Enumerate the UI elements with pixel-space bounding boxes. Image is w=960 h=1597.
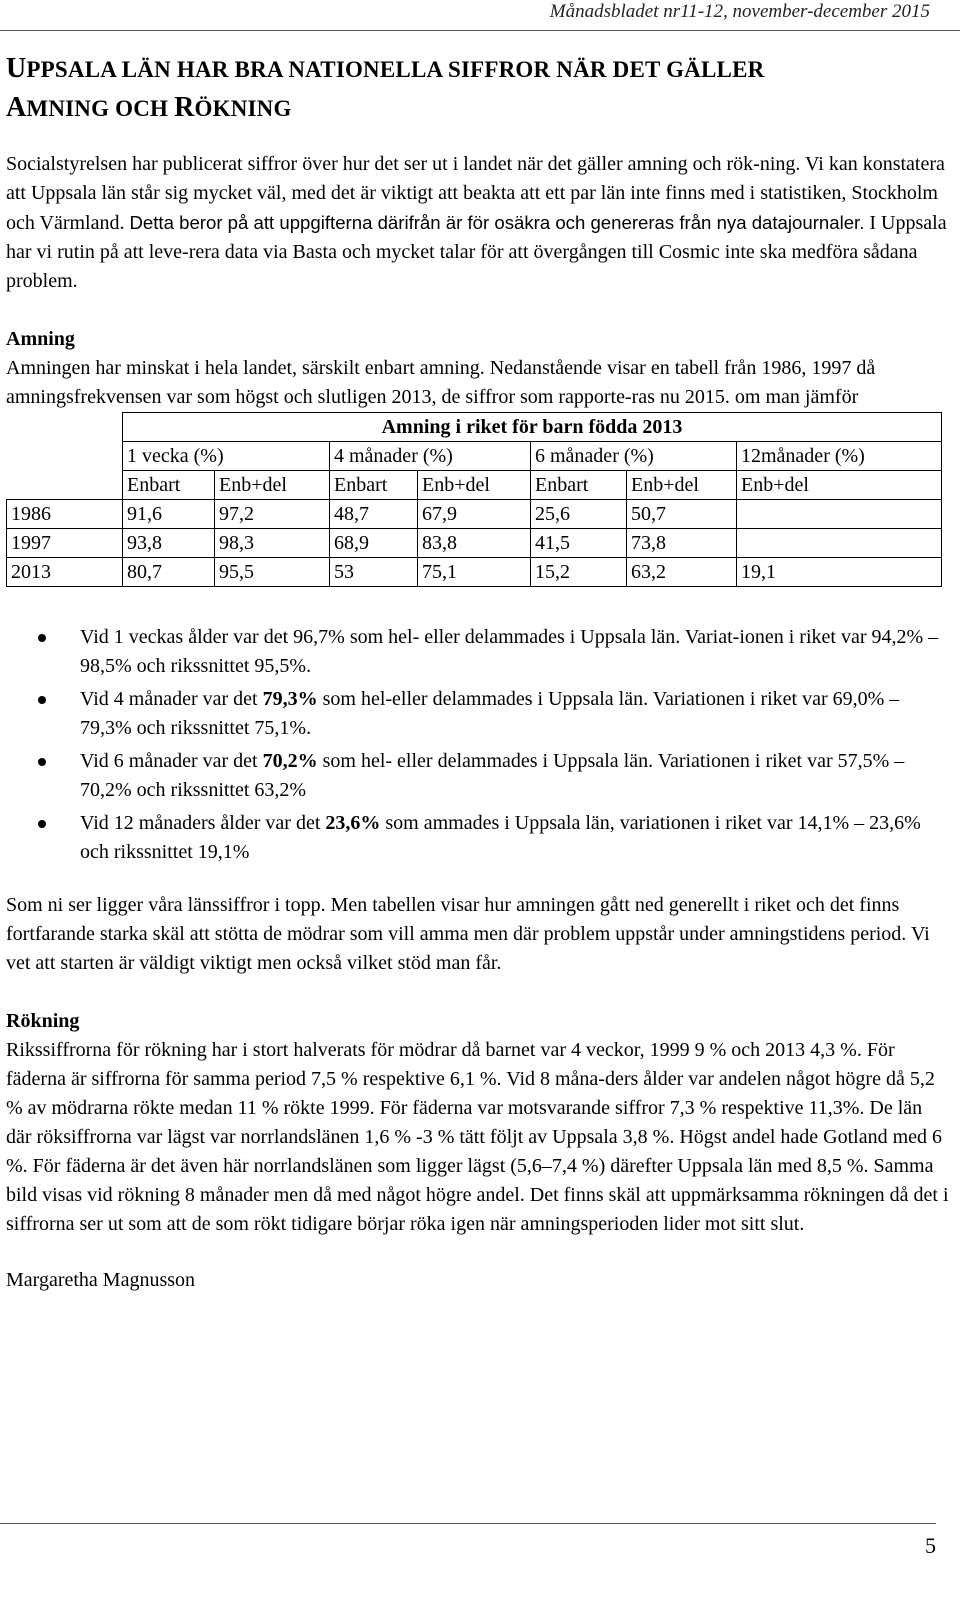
value-cell: 50,7 xyxy=(627,500,737,529)
bullet-text: Vid 1 veckas ålder var det 96,7% som hel- eller delammades i Uppsala län. Variat-ionen i riket var 94,2% – 98,5% och rikssnittet 95,5%. xyxy=(80,626,939,677)
amning-paragraph: Amningen har minskat i hela landet, särskilt enbart amning. Nedanstående visar en tabell från 1986, 1997 då amningsfrekvensen var som högst och slutligen 2013, de siffror som rapporte-ras nu 2015. om man jämför xyxy=(6,357,876,408)
title-initial-a: A xyxy=(6,92,27,123)
title-line2-rest: ÖKNING xyxy=(194,96,292,121)
bullet-icon xyxy=(38,696,46,704)
year-cell: 1986 xyxy=(7,500,123,529)
subheader-cell: Enb+del xyxy=(215,471,330,500)
table-row xyxy=(7,500,942,529)
title-initial-u: U xyxy=(6,53,27,84)
list-item xyxy=(6,747,951,805)
year-cell: 1997 xyxy=(7,529,123,558)
article xyxy=(6,50,951,1295)
period-header: 6 månader (%) xyxy=(531,442,737,471)
value-cell: 93,8 xyxy=(123,529,215,558)
subheader-cell: Enbart xyxy=(330,471,418,500)
table-title-spacer xyxy=(7,413,123,442)
value-cell: 41,5 xyxy=(531,529,627,558)
list-item xyxy=(6,685,951,743)
value-cell: 95,5 xyxy=(215,558,330,587)
table-row xyxy=(7,558,942,587)
subheader-cell: Enbart xyxy=(531,471,627,500)
table-spacer xyxy=(7,442,123,471)
value-cell: 73,8 xyxy=(627,529,737,558)
value-cell xyxy=(737,500,942,529)
value-cell: 48,7 xyxy=(330,500,418,529)
title-line1: PPSALA LÄN HAR BRA NATIONELLA SIFFROR NÄR DET GÄLLER xyxy=(26,57,765,82)
subheader-cell: Enb+del xyxy=(737,471,942,500)
bullet-icon xyxy=(38,634,46,642)
summary-paragraph: Som ni ser ligger våra länssiffror i topp. Men tabellen visar hur amningen gått ned generellt i riket och det finns fortfarande starka skäl att stötta de mödrar som vill amma men där problem uppstår under amningstidens period. Vi vet att starten är väldigt viktigt men också vilket stöd man får. xyxy=(6,894,930,974)
bullet-highlight: 79,3% xyxy=(262,688,318,710)
period-header: 1 vecka (%) xyxy=(123,442,330,471)
subheader-cell: Enb+del xyxy=(418,471,531,500)
table-row xyxy=(7,529,942,558)
table-spacer xyxy=(7,471,123,500)
bullet-highlight: 70,2% xyxy=(262,750,318,772)
bullet-text: Vid 4 månader var det xyxy=(80,688,263,710)
intro-paragraph xyxy=(6,150,951,296)
list-item xyxy=(6,623,951,681)
intro-serif: Socialstyrelsen har publicerat siffror över hur det ser ut i landet när det gäller amning och rök-ning. Vi kan konstatera att Uppsala län står sig mycket väl, med det är viktigt att beakta att ett par län inte finns med i statistiken, Stockholm och Värmland. xyxy=(6,153,945,234)
footer-divider xyxy=(0,1523,936,1524)
year-cell: 2013 xyxy=(7,558,123,587)
article-title xyxy=(6,50,936,128)
value-cell: 91,6 xyxy=(123,500,215,529)
period-header: 4 månader (%) xyxy=(330,442,531,471)
subheader-cell: Enbart xyxy=(123,471,215,500)
value-cell: 80,7 xyxy=(123,558,215,587)
value-cell: 15,2 xyxy=(531,558,627,587)
author-signature: Margaretha Magnusson xyxy=(6,1269,196,1291)
bullet-icon xyxy=(38,820,46,828)
value-cell: 25,6 xyxy=(531,500,627,529)
intro-rest: I Uppsala har vi rutin på att leve-rera data via Basta och mycket talar för att övergången till Cosmic inte ska medföra sådana problem. xyxy=(6,212,947,292)
value-cell: 19,1 xyxy=(737,558,942,587)
bullet-icon xyxy=(38,758,46,766)
bullet-text: som hel- eller delammades i Uppsala län. Variationen i riket var 57,5% – 70,2% och rikssnittet 63,2% xyxy=(80,750,905,801)
value-cell: 68,9 xyxy=(330,529,418,558)
rokning-heading: Rökning xyxy=(6,1010,80,1032)
page-number: 5 xyxy=(925,1533,936,1558)
value-cell: 67,9 xyxy=(418,500,531,529)
bullet-text: Vid 12 månaders ålder var det xyxy=(80,812,326,834)
value-cell: 98,3 xyxy=(215,529,330,558)
title-initial-r: R xyxy=(174,92,195,123)
table-title: Amning i riket för barn födda 2013 xyxy=(123,413,942,442)
bullet-text: Vid 6 månader var det xyxy=(80,750,263,772)
bullet-highlight: 23,6% xyxy=(325,812,381,834)
bullet-text: som hel-eller delammades i Uppsala län. Variationen i riket var 69,0% – 79,3% och rikssnittet 75,1%. xyxy=(80,688,900,739)
breastfeeding-table xyxy=(6,412,942,587)
rokning-paragraph: Rikssiffrorna för rökning har i stort halverats för mödrar då barnet var 4 veckor, 1999 9 % och 2013 4,3 %. För fäderna är siffrorna för samma period 7,5 % respektive 6,1 %. Vid 8 måna-ders ålder var andelen något högre då 5,2 % av mödrarna rökte medan 11 % rökte 1999. För fäderna var motsvarande siffror 7,3 % respektive 11,3%. De län där röksiffrorna var lägst var norrlandslänen 1,6 % -3 % tätt följt av Uppsala 3,8 %. Högst andel hade Gotland med 6 %. För fäderna är det även här norrlandslänen som ligger lägst (5,6–7,4 %) därefter Uppsala län med 8,5 %. Samma bild visas vid rökning 8 månader men då med något högre andel. Det finns skäl att uppmärksamma rökningen då det i siffrorna ser ut som att de som rökt tidigare börjar röka igen när amningsperioden lider mot sitt slut. xyxy=(6,1039,949,1235)
intro-sans: Detta beror på att uppgifterna därifrån är för osäkra och genereras från nya datajournaler. xyxy=(129,212,865,233)
title-line2-mid: MNING OCH xyxy=(26,96,175,121)
period-header: 12månader (%) xyxy=(737,442,942,471)
bullet-text: som ammades i Uppsala län, variationen i riket var 14,1% – 23,6% och rikssnittet 19,1% xyxy=(80,812,921,863)
value-cell: 53 xyxy=(330,558,418,587)
value-cell xyxy=(737,529,942,558)
subheader-cell: Enb+del xyxy=(627,471,737,500)
publication-header: Månadsbladet nr11-12, november-december 2015 xyxy=(549,1,930,22)
list-item xyxy=(6,809,951,867)
value-cell: 75,1 xyxy=(418,558,531,587)
amning-heading: Amning xyxy=(6,328,75,350)
findings-list xyxy=(6,623,951,867)
value-cell: 97,2 xyxy=(215,500,330,529)
value-cell: 63,2 xyxy=(627,558,737,587)
header-divider xyxy=(0,30,960,31)
value-cell: 83,8 xyxy=(418,529,531,558)
